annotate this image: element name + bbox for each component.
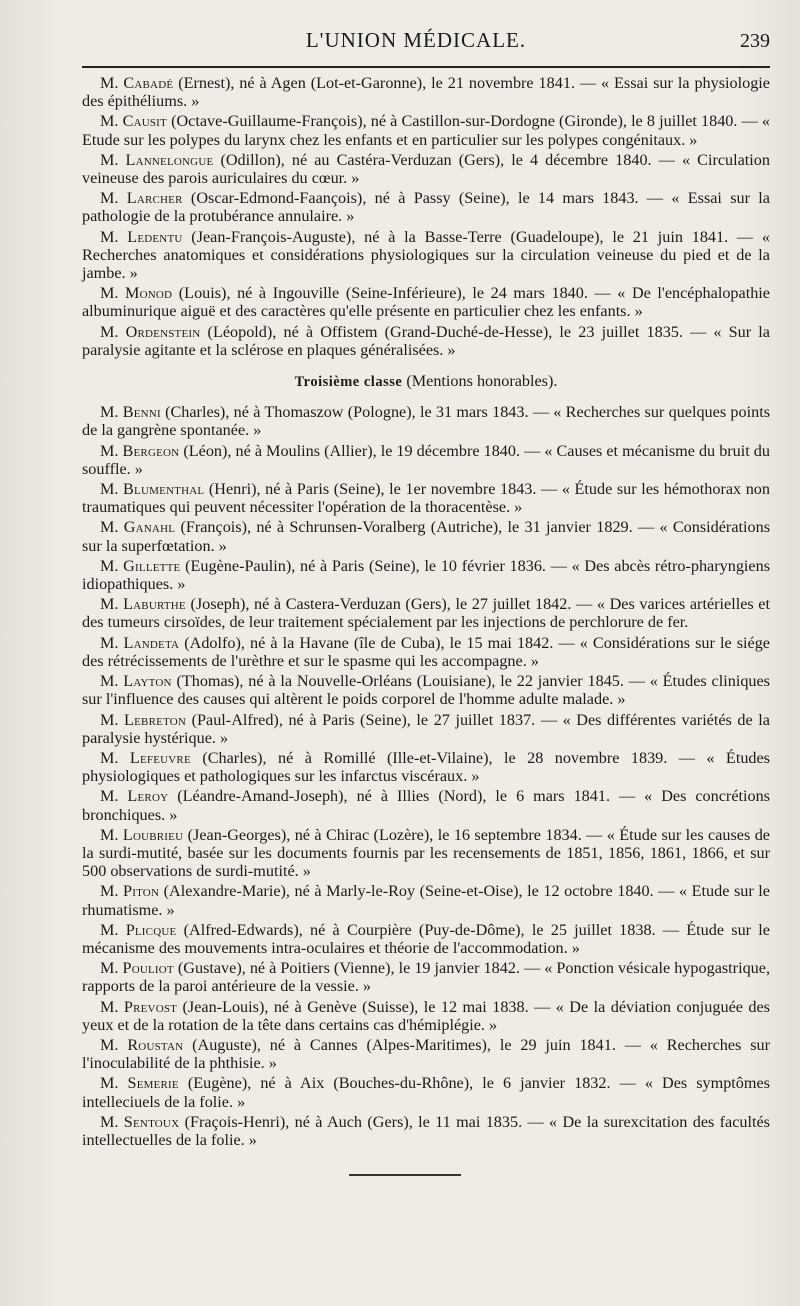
entry-name: Monod	[125, 284, 173, 303]
entry-text: (Fraçois-Henri), né à Auch (Gers), le 11 mai 1835. — « De la surexcitation des facultés intellectuelles de la folie. »	[82, 1112, 770, 1149]
entry	[82, 151, 770, 187]
entry-text: (Alfred-Edwards), né à Courpière (Puy-de-Dôme), le 25 juillet 1838. — Étude sur le mécanisme des mouvements intra-oculaires et théorie de l'accommodation. »	[82, 920, 770, 957]
entry-text: (Charles), né à Romillé (Ille-et-Vilaine), le 28 novembre 1839. — « Études physiologiques et pathologiques sur les infarctus viscéraux. »	[82, 748, 770, 786]
entry-prefix: M.	[100, 1112, 124, 1131]
entry-text: (Eugène), né à Aix (Bouches-du-Rhône), le 6 janvier 1832. — « Des symptômes intelleciuels de la folie. »	[82, 1074, 770, 1111]
entry-text: (Jean-Georges), né à Chirac (Lozère), le 16 septembre 1834. — « Étude sur les causes de la surdi-mutité, basée sur les documents fournis par les recensements de 1851, 1856, 1861, 1866, et sur 500 observations de surdi-mutité. »	[82, 825, 770, 881]
entry-name: Leroy	[127, 787, 169, 806]
entry-text: (Louis), né à Ingouville (Seine-Inférieure), le 24 mars 1840. — « De l'encéphalopathie albuminurique aiguë et des caractères qu'elle présente en particulier chez les enfants. »	[82, 284, 770, 321]
entry-text: (Gustave), né à Poitiers (Vienne), le 19 janvier 1842. — « Ponction vésicale hypogastrique, rapports de la paroi antérieure de la vessie. »	[82, 959, 770, 996]
entry	[82, 284, 770, 320]
entry-text: (Charles), né à Thomaszow (Pologne), le 31 mars 1843. — « Recherches sur quelques points de la gangrène spontanée. »	[82, 403, 770, 440]
entry	[82, 595, 770, 631]
section-note: (Mentions honorables).	[402, 372, 558, 391]
section-heading	[82, 372, 770, 391]
entry	[82, 480, 770, 516]
entry-text: (Oscar-Edmond-Faançois), né à Passy (Seine), le 14 mars 1843. — « Essai sur la pathologie de la protubérance annulaire. »	[82, 189, 770, 226]
entry-prefix: M.	[100, 595, 124, 614]
entry-name: Landeta	[123, 633, 180, 652]
entry-text: (Alexandre-Marie), né à Marly-le-Roy (Seine-et-Oise), le 12 octobre 1840. — « Etude sur le rhumatisme. »	[82, 882, 770, 919]
entry-prefix: M.	[100, 189, 127, 208]
entry-name: Lefeuvre	[129, 748, 191, 767]
entry-name: Plicque	[125, 920, 177, 939]
entry	[82, 74, 770, 110]
entry-prefix: M.	[100, 403, 123, 422]
entry	[82, 518, 770, 554]
entry-list-part2	[82, 403, 770, 1149]
entry-text: (Octave-Guillaume-François), né à Castillon-sur-Dordogne (Gironde), le 8 juillet 1840. — « Etude sur les polypes du larynx chez les enfants et en particulier sur les polypes congénitaux. »	[82, 112, 770, 149]
entry-list-part1	[82, 74, 770, 359]
entry-prefix: M.	[100, 997, 124, 1016]
entry	[82, 882, 770, 918]
entry-name: Laburthe	[123, 595, 186, 614]
entry	[82, 442, 770, 478]
entry-name: Piton	[123, 882, 160, 901]
entry-name: Causit	[122, 112, 167, 131]
entry-name: Ganahl	[123, 518, 176, 537]
entry	[82, 1113, 770, 1149]
end-rule	[349, 1174, 461, 1176]
entry-prefix: M.	[100, 633, 124, 652]
entry-prefix: M.	[100, 74, 124, 92]
entry-text: (Léandre-Amand-Joseph), né à Illies (Nord), le 6 mars 1841. — « Des concrétions bronchiques. »	[82, 787, 770, 824]
entry-prefix: M.	[100, 920, 126, 939]
entry-text: (Jean-Louis), né à Genève (Suisse), le 12 mai 1838. — « De la déviation conjuguée des yeux et de la rotation de la tête dans certains cas d'hémiplégie. »	[82, 997, 770, 1034]
entry-prefix: M.	[100, 322, 126, 341]
entry-prefix: M.	[100, 441, 123, 460]
entry-name: Pouliot	[122, 959, 174, 978]
entry	[82, 826, 770, 881]
entry-name: Ledentu	[127, 227, 183, 246]
entry	[82, 998, 770, 1034]
entries	[82, 74, 770, 1149]
entry-prefix: M.	[100, 480, 124, 499]
entry-name: Blumenthal	[123, 480, 205, 499]
entry-name: Loubrieu	[122, 825, 184, 844]
entry-name: Semerie	[127, 1074, 179, 1093]
entry-text: (Léon), né à Moulins (Allier), le 19 décembre 1840. — « Causes et mécanisme du bruit du souffle. »	[82, 441, 770, 478]
entry-text: (Auguste), né à Cannes (Alpes-Maritimes), le 29 juin 1841. — « Recherches sur l'inoculabilité de la phthisie. »	[82, 1035, 770, 1073]
entry-prefix: M.	[100, 1035, 128, 1054]
entry-name: Bergeon	[122, 441, 180, 460]
entry-text: (Odillon), né au Castéra-Verduzan (Gers), le 4 décembre 1840. — « Circulation veineuse des parois auriculaires du cœur. »	[82, 150, 770, 188]
header-rule	[82, 66, 770, 68]
entry-prefix: M.	[100, 518, 124, 537]
entry-text: (Jean-François-Auguste), né à la Basse-Terre (Guadeloupe), le 21 juin 1841. — « Recherches anatomiques et considérations physiologiques sur la circulation veineuse du pied et de la jambe. »	[82, 227, 770, 283]
entry-prefix: M.	[100, 787, 128, 806]
entry	[82, 672, 770, 708]
entry-prefix: M.	[100, 825, 123, 844]
entry	[82, 112, 770, 148]
page-number: 239	[740, 30, 770, 52]
entry	[82, 634, 770, 670]
entry-name: Layton	[123, 672, 172, 691]
entry-name: Ordenstein	[125, 322, 201, 341]
entry	[82, 228, 770, 283]
entry	[82, 323, 770, 359]
entry-text: (Henri), né à Paris (Seine), le 1er novembre 1843. — « Étude sur les hémothorax non traumatiques qui peuvent nécessiter l'opération de la thoracentèse. »	[82, 480, 770, 517]
entry-name: Cabadé	[123, 74, 174, 92]
entry	[82, 1036, 770, 1072]
journal-title: L'UNION MÉDICALE.	[305, 28, 527, 52]
entry	[82, 787, 770, 823]
entry-prefix: M.	[100, 672, 124, 691]
entry	[82, 749, 770, 785]
entry	[82, 557, 770, 593]
entry-prefix: M.	[100, 748, 130, 767]
entry-name: Prevost	[123, 997, 178, 1016]
entry-prefix: M.	[100, 556, 124, 575]
entry-prefix: M.	[100, 112, 123, 131]
entry-name: Sentoux	[123, 1112, 180, 1131]
entry	[82, 711, 770, 747]
entry-text: (Ernest), né à Agen (Lot-et-Garonne), le 21 novembre 1841. — « Essai sur la physiologie des épithéliums. »	[82, 74, 770, 111]
entry-prefix: M.	[100, 227, 128, 246]
entry	[82, 403, 770, 439]
entry-name: Roustan	[127, 1035, 184, 1054]
entry-text: (Adolfo), né à la Havane (île de Cuba), le 15 mai 1842. — « Considérations sur le siége des rétrécissements de l'urèthre et sur le spasme qui les accompagne. »	[82, 633, 770, 670]
entry	[82, 959, 770, 995]
entry	[82, 921, 770, 957]
entry-prefix: M.	[100, 284, 126, 303]
entry-name: Larcher	[126, 189, 183, 208]
entry-text: (Joseph), né à Castera-Verduzan (Gers), le 27 juillet 1842. — « Des varices artérielles et des tumeurs cirsoïdes, de leur traitement spécialement par les injections de perchlorure de fer.	[82, 595, 770, 632]
entry	[82, 1074, 770, 1110]
entry-name: Benni	[122, 403, 161, 422]
entry-prefix: M.	[100, 959, 123, 978]
entry-prefix: M.	[100, 710, 125, 729]
running-header	[82, 28, 770, 58]
entry-prefix: M.	[100, 882, 124, 901]
entry-text: (Thomas), né à la Nouvelle-Orléans (Louisiane), le 22 janvier 1845. — « Études cliniques sur l'influence des causes qui altèrent le poids corporel de l'homme adulte malade. »	[82, 672, 770, 709]
entry-name: Lannelongue	[125, 150, 214, 169]
entry-prefix: M.	[100, 1074, 128, 1093]
section-name: Troisième classe	[294, 374, 403, 391]
entry-name: Lebreton	[124, 710, 187, 729]
entry-text: (François), né à Schrunsen-Voralberg (Autriche), le 31 janvier 1829. — « Considérations sur la superfœtation. »	[82, 518, 770, 555]
entry	[82, 189, 770, 225]
entry-prefix: M.	[100, 150, 126, 169]
entry-name: Gillette	[123, 556, 181, 575]
entry-text: (Eugène-Paulin), né à Paris (Seine), le 10 février 1836. — « Des abcès rétro-pharyngiens idiopathiques. »	[82, 556, 770, 594]
entry-text: (Léopold), né à Offistem (Grand-Duché-de-Hesse), le 23 juillet 1835. — « Sur la paralysie agitante et la sclérose en plaques généralisées. »	[82, 322, 770, 359]
entry-text: (Paul-Alfred), né à Paris (Seine), le 27 juillet 1837. — « Des différentes variétés de la paralysie hystérique. »	[82, 710, 770, 747]
